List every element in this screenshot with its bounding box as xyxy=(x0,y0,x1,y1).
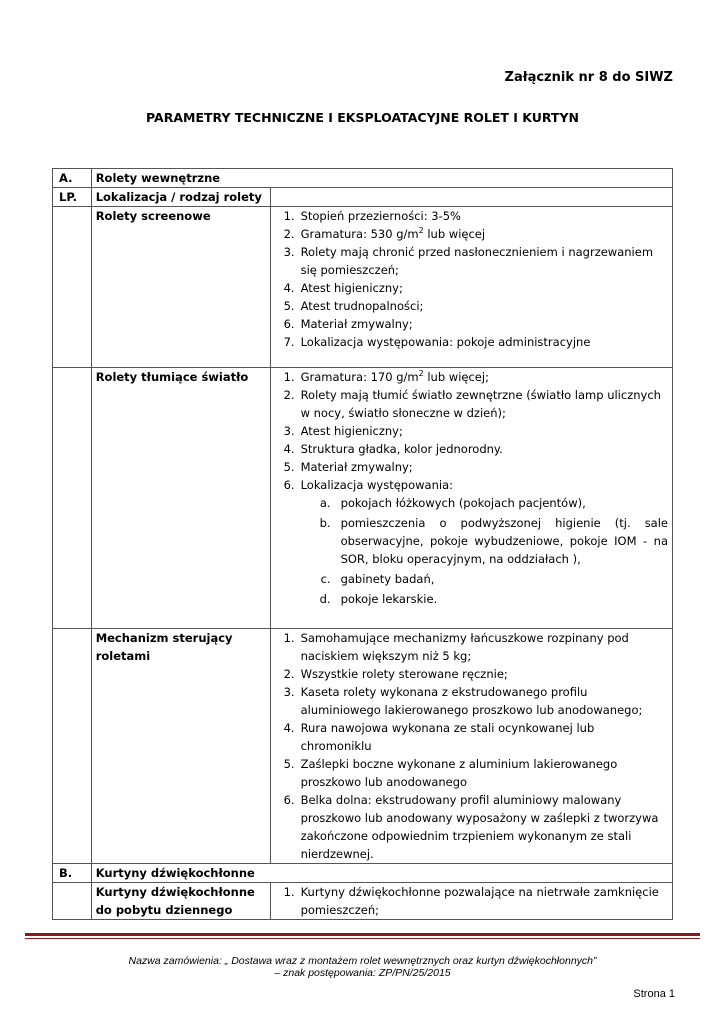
section-b-row xyxy=(53,864,673,883)
blackout-row xyxy=(53,368,673,629)
list-item: 6. Materiał zmywalny; xyxy=(283,317,413,331)
location-type-header: Lokalizacja / rodzaj rolety xyxy=(91,188,270,207)
lp-row xyxy=(53,188,673,207)
document-title: PARAMETRY TECHNICZNE I EKSPLOATACYJNE ROLET I KURTYN xyxy=(146,110,579,125)
list-item: 3. Atest higieniczny; xyxy=(283,424,403,438)
section-b-label: Kurtyny dźwiękochłonne xyxy=(91,864,672,883)
list-item: 6. Lokalizacja występowania: xyxy=(283,478,453,492)
curtains-list xyxy=(275,883,668,919)
page-number: Strona 1 xyxy=(633,988,675,1000)
curtains-lp xyxy=(53,883,92,920)
blackout-specs xyxy=(270,368,672,629)
footer-rule-thick xyxy=(25,933,700,936)
lp-row-empty xyxy=(270,188,672,207)
footer-rule-thin xyxy=(25,938,700,939)
list-item: 1. Stopień przezierności: 3-5% xyxy=(283,209,461,223)
list-item: 1. Kurtyny dźwiękochłonne pozwalające na nietrwałe zamknięcie pomieszczeń; xyxy=(283,885,659,917)
sub-list-item: b. pomieszczenia o podwyższonej higienie (tj. sale obserwacyjne, pokoje wybudzeniowe, pokoje IOM - na SOR, bloku operacyjnym, na oddziałach ), xyxy=(319,516,668,566)
mechanism-list xyxy=(275,629,668,863)
sub-list-item: a. pokojach łóżkowych (pokojach pacjentów), xyxy=(319,496,586,510)
mechanism-row xyxy=(53,629,673,864)
lp-header: LP. xyxy=(53,188,92,207)
screen-lp xyxy=(53,207,92,368)
list-item: 5. Atest trudnopalności; xyxy=(283,299,424,313)
footer-line-1: Nazwa zamówienia: „ Dostawa wraz z montażem rolet wewnętrznych oraz kurtyn dźwiękochłonnych” xyxy=(128,955,597,967)
section-b-id: B. xyxy=(53,864,92,883)
list-item: 4. Atest higieniczny; xyxy=(283,281,403,295)
section-a-id: A. xyxy=(53,169,92,188)
footer-order-name xyxy=(0,955,725,979)
blackout-list xyxy=(275,368,668,494)
list-item: 3. Kaseta rolety wykonana z ekstrudowanego profilu aluminiowego lakierowanego proszkowo lub anodowanego; xyxy=(283,685,643,717)
screen-list xyxy=(275,207,668,351)
list-item: 2. Wszystkie rolety sterowane ręcznie; xyxy=(283,667,508,681)
list-item: 2. Gramatura: 530 $g/m^2$ lub więcej xyxy=(283,226,486,241)
list-item: 5. Zaślepki boczne wykonane z aluminium lakierowanego proszkowo lub anodowanego xyxy=(283,757,618,789)
curtains-name: Kurtyny dźwiękochłonne do pobytu dziennego xyxy=(91,883,270,920)
location-sublist xyxy=(275,494,668,608)
list-item: 7. Lokalizacja występowania: pokoje administracyjne xyxy=(283,335,591,349)
sub-list-item: d. pokoje lekarskie. xyxy=(319,592,438,606)
list-item: 3. Rolety mają chronić przed nasłonecznieniem i nagrzewaniem się pomieszczeń; xyxy=(283,245,654,277)
section-a-row xyxy=(53,169,673,188)
parameters-table xyxy=(52,168,673,920)
mechanism-specs xyxy=(270,629,672,864)
list-item: 1. Samohamujące mechanizmy łańcuszkowe rozpinany pod naciskiem większym niż 5 kg; xyxy=(283,631,629,663)
annex-label: Załącznik nr 8 do SIWZ xyxy=(504,70,673,85)
screen-row xyxy=(53,207,673,368)
mechanism-lp xyxy=(53,629,92,864)
list-item: 6. Belka dolna: ekstrudowany profil aluminiowy malowany proszkowo lub anodowany wyposażony w zaślepki z tworzywa zakończone odpowiednim trzpieniem wykonanym ze stali nierdzewnej. xyxy=(283,793,659,861)
footer-line-2: – znak postępowania: ZP/PN/25/2015 xyxy=(274,967,451,979)
curtains-row xyxy=(53,883,673,920)
list-item: 5. Materiał zmywalny; xyxy=(283,460,413,474)
screen-name: Rolety screenowe xyxy=(91,207,270,368)
curtains-specs xyxy=(270,883,672,920)
list-item: 2. Rolety mają tłumić światło zewnętrzne (światło lamp ulicznych w nocy, światło słoneczne w dzień); xyxy=(283,388,661,420)
blackout-name: Rolety tłumiące światło xyxy=(91,368,270,629)
list-item: 4. Rura nawojowa wykonana ze stali ocynkowanej lub chromoniklu xyxy=(283,721,595,753)
list-item: 4. Struktura gładka, kolor jednorodny. xyxy=(283,442,503,456)
section-a-label: Rolety wewnętrzne xyxy=(91,169,672,188)
blackout-lp xyxy=(53,368,92,629)
list-item: 1. Gramatura: 170 $g/m^2$ lub więcej; xyxy=(283,369,489,384)
mechanism-name: Mechanizm sterujący roletami xyxy=(91,629,270,864)
screen-specs xyxy=(270,207,672,368)
sub-list-item: c. gabinety badań, xyxy=(320,572,435,586)
